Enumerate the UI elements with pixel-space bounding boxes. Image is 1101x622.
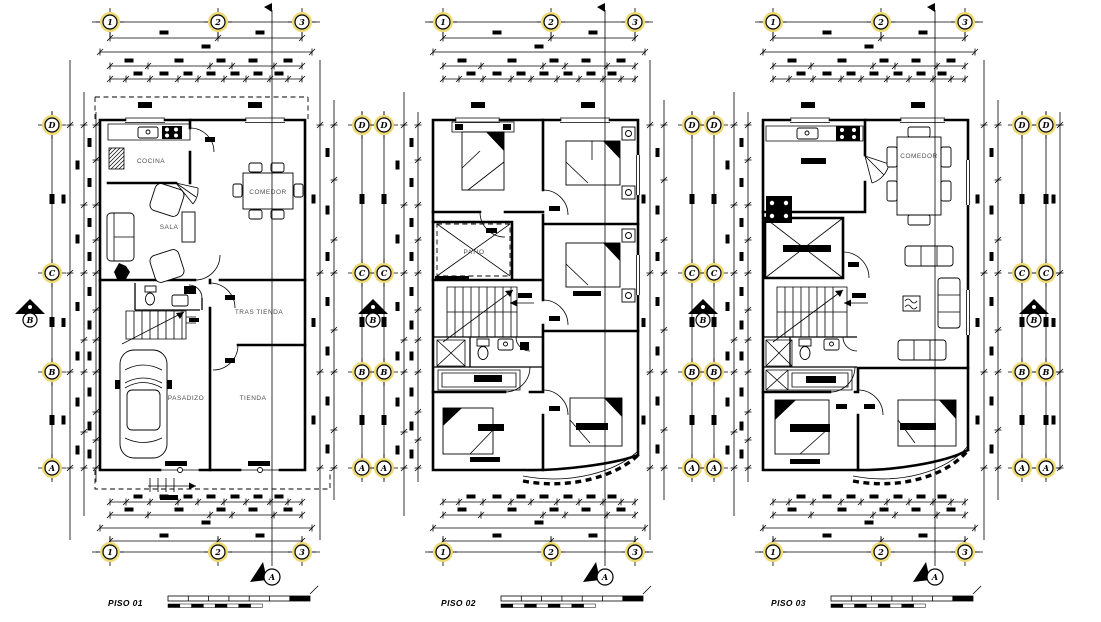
grid-bubble bbox=[204, 538, 232, 566]
section-marker-label: A bbox=[931, 571, 939, 582]
grid-bubble bbox=[1032, 454, 1060, 482]
grid-bubble-label: 3 bbox=[299, 16, 305, 27]
bed bbox=[566, 229, 635, 302]
staircase bbox=[773, 287, 868, 342]
grid-bubble-label: A bbox=[710, 462, 718, 473]
grid-bubble bbox=[1008, 358, 1036, 386]
grid-bubble bbox=[38, 454, 66, 482]
staircase bbox=[443, 287, 534, 342]
section-marker-label: B bbox=[26, 314, 34, 325]
grid-bubble bbox=[370, 358, 398, 386]
plan-title-1: PISO 01 bbox=[108, 598, 143, 608]
bed bbox=[775, 400, 830, 464]
grid-bubble bbox=[700, 259, 728, 287]
grid-bubble-label: 2 bbox=[548, 546, 554, 557]
grid-bubble-label: C bbox=[358, 267, 366, 278]
grid-bubble-label: C bbox=[380, 267, 388, 278]
section-marker-label: A bbox=[601, 571, 609, 582]
car bbox=[115, 350, 172, 458]
section-marker-label: A bbox=[268, 571, 276, 582]
section-marker-label: B bbox=[699, 314, 707, 325]
grid-bubble bbox=[1008, 454, 1036, 482]
section-marker-a bbox=[583, 562, 613, 585]
floor-plan-piso-01 bbox=[95, 97, 330, 500]
grid-bubble-label: D bbox=[380, 119, 388, 130]
grid-bubble bbox=[1032, 358, 1060, 386]
grid-bubble-label: A bbox=[48, 462, 56, 473]
grid-bubble bbox=[1008, 111, 1036, 139]
scale-bar bbox=[501, 586, 651, 608]
dining-table bbox=[887, 127, 951, 225]
grid-bubble bbox=[759, 8, 787, 36]
grid-bubble-label: C bbox=[48, 267, 56, 278]
bed bbox=[566, 127, 635, 199]
bed bbox=[570, 398, 622, 446]
grid-bubble-label: D bbox=[688, 119, 696, 130]
door-swings bbox=[189, 128, 238, 370]
grid-bubble bbox=[38, 111, 66, 139]
grid-bubble-label: 2 bbox=[215, 16, 221, 27]
room-label-sala: SALA bbox=[159, 224, 179, 231]
sofa-set bbox=[898, 246, 960, 360]
section-marker-a bbox=[913, 562, 943, 585]
grid-bubble-label: 1 bbox=[440, 546, 446, 557]
door-pivot bbox=[178, 468, 183, 473]
plan-title-2: PISO 02 bbox=[441, 598, 476, 608]
grid-bubble-label: A bbox=[688, 462, 696, 473]
room-label-cocina: COCINA bbox=[136, 158, 166, 165]
grid-bubble-label: 2 bbox=[548, 16, 554, 27]
grid-bubble-label: C bbox=[710, 267, 718, 278]
grid-bubble bbox=[537, 8, 565, 36]
grid-bubble-label: A bbox=[380, 462, 388, 473]
scale-bar bbox=[168, 586, 318, 608]
grid-bubble bbox=[867, 8, 895, 36]
room-label-pasadizo: PASADIZO bbox=[167, 395, 205, 402]
grid-bubble bbox=[951, 8, 979, 36]
grid-bubble-label: A bbox=[1042, 462, 1050, 473]
floor-plan-piso-02 bbox=[433, 118, 641, 484]
grid-bubble bbox=[700, 454, 728, 482]
grid-bubble-label: D bbox=[1042, 119, 1050, 130]
section-marker-b bbox=[15, 299, 45, 327]
grid-bubble-label: 1 bbox=[770, 546, 776, 557]
grid-bubble-label: 1 bbox=[440, 16, 446, 27]
grid-bubble-label: C bbox=[688, 267, 696, 278]
sofa-set bbox=[107, 182, 195, 284]
grid-bubble bbox=[621, 538, 649, 566]
grid-bubble bbox=[96, 8, 124, 36]
grid-bubble bbox=[700, 358, 728, 386]
grid-bubble bbox=[370, 454, 398, 482]
grid-bubble bbox=[621, 8, 649, 36]
grid-bubble bbox=[370, 111, 398, 139]
grid-bubble bbox=[867, 538, 895, 566]
grid-bubble bbox=[96, 538, 124, 566]
toilet bbox=[145, 286, 196, 306]
grid-bubble-label: D bbox=[48, 119, 56, 130]
grid-bubble-label: 2 bbox=[878, 16, 884, 27]
grid-bubble-label: 2 bbox=[878, 546, 884, 557]
grid-bubble bbox=[1032, 111, 1060, 139]
bed bbox=[898, 400, 956, 446]
room-label-comedor: COMEDOR bbox=[249, 189, 287, 196]
kitchen-counter bbox=[766, 126, 863, 223]
grid-bubble-label: D bbox=[710, 119, 718, 130]
bed bbox=[443, 408, 504, 462]
grid-bubble-label: B bbox=[380, 366, 388, 377]
grid-bubble bbox=[759, 538, 787, 566]
grid-bubble bbox=[429, 538, 457, 566]
section-marker-label: B bbox=[1030, 314, 1038, 325]
grid-bubble-label: 3 bbox=[962, 546, 968, 557]
section-marker-a bbox=[250, 562, 280, 585]
grid-bubble bbox=[1008, 259, 1036, 287]
grid-bubble-label: B bbox=[358, 366, 366, 377]
grid-bubble bbox=[951, 538, 979, 566]
grid-bubble-label: D bbox=[1018, 119, 1026, 130]
bathroom-fixtures bbox=[477, 337, 530, 360]
grid-bubble-label: 2 bbox=[215, 546, 221, 557]
grid-bubble-label: B bbox=[710, 366, 718, 377]
grid-bubble bbox=[700, 111, 728, 139]
grid-bubble-label: 3 bbox=[962, 16, 968, 27]
grid-bubble-label: 1 bbox=[770, 16, 776, 27]
grid-bubble bbox=[288, 8, 316, 36]
room-label-tienda: TIENDA bbox=[239, 395, 267, 402]
door-pivot bbox=[258, 468, 263, 473]
grid-bubble-label: B bbox=[1042, 366, 1050, 377]
plan-title-3: PISO 03 bbox=[771, 598, 806, 608]
grid-bubble-label: A bbox=[358, 462, 366, 473]
grid-bubble bbox=[1032, 259, 1060, 287]
grid-bubble-label: B bbox=[1018, 366, 1026, 377]
grid-bubble-label: B bbox=[48, 366, 56, 377]
bathroom-fixtures bbox=[799, 337, 857, 360]
grid-bubble bbox=[370, 259, 398, 287]
grid-bubble bbox=[204, 8, 232, 36]
grid-bubble-label: 3 bbox=[299, 546, 305, 557]
grid-bubble-label: B bbox=[688, 366, 696, 377]
staircase bbox=[122, 311, 199, 344]
room-label-patio: PATIO bbox=[463, 249, 485, 256]
grid-bubble-label: D bbox=[358, 119, 366, 130]
scale-bar bbox=[831, 586, 981, 608]
floor-plan-piso-03 bbox=[763, 118, 971, 484]
grid-bubble bbox=[38, 358, 66, 386]
grid-bubble-label: C bbox=[1042, 267, 1050, 278]
grid-bubble-label: 1 bbox=[107, 546, 113, 557]
room-label-tras-tienda: TRAS TIENDA bbox=[234, 309, 284, 316]
grid-bubble bbox=[38, 259, 66, 287]
fan-door bbox=[865, 156, 889, 183]
grid-bubble-label: 3 bbox=[632, 546, 638, 557]
room-label-comedor3: COMEDOR bbox=[900, 153, 938, 160]
grid-bubble-label: 3 bbox=[632, 16, 638, 27]
grid-bubble bbox=[537, 538, 565, 566]
grid-bubble-label: C bbox=[1018, 267, 1026, 278]
bed bbox=[452, 122, 514, 190]
grid-bubble-label: 1 bbox=[107, 16, 113, 27]
grid-bubble bbox=[288, 538, 316, 566]
grid-bubble bbox=[429, 8, 457, 36]
section-marker-label: B bbox=[369, 314, 377, 325]
grid-bubble-label: A bbox=[1018, 462, 1026, 473]
